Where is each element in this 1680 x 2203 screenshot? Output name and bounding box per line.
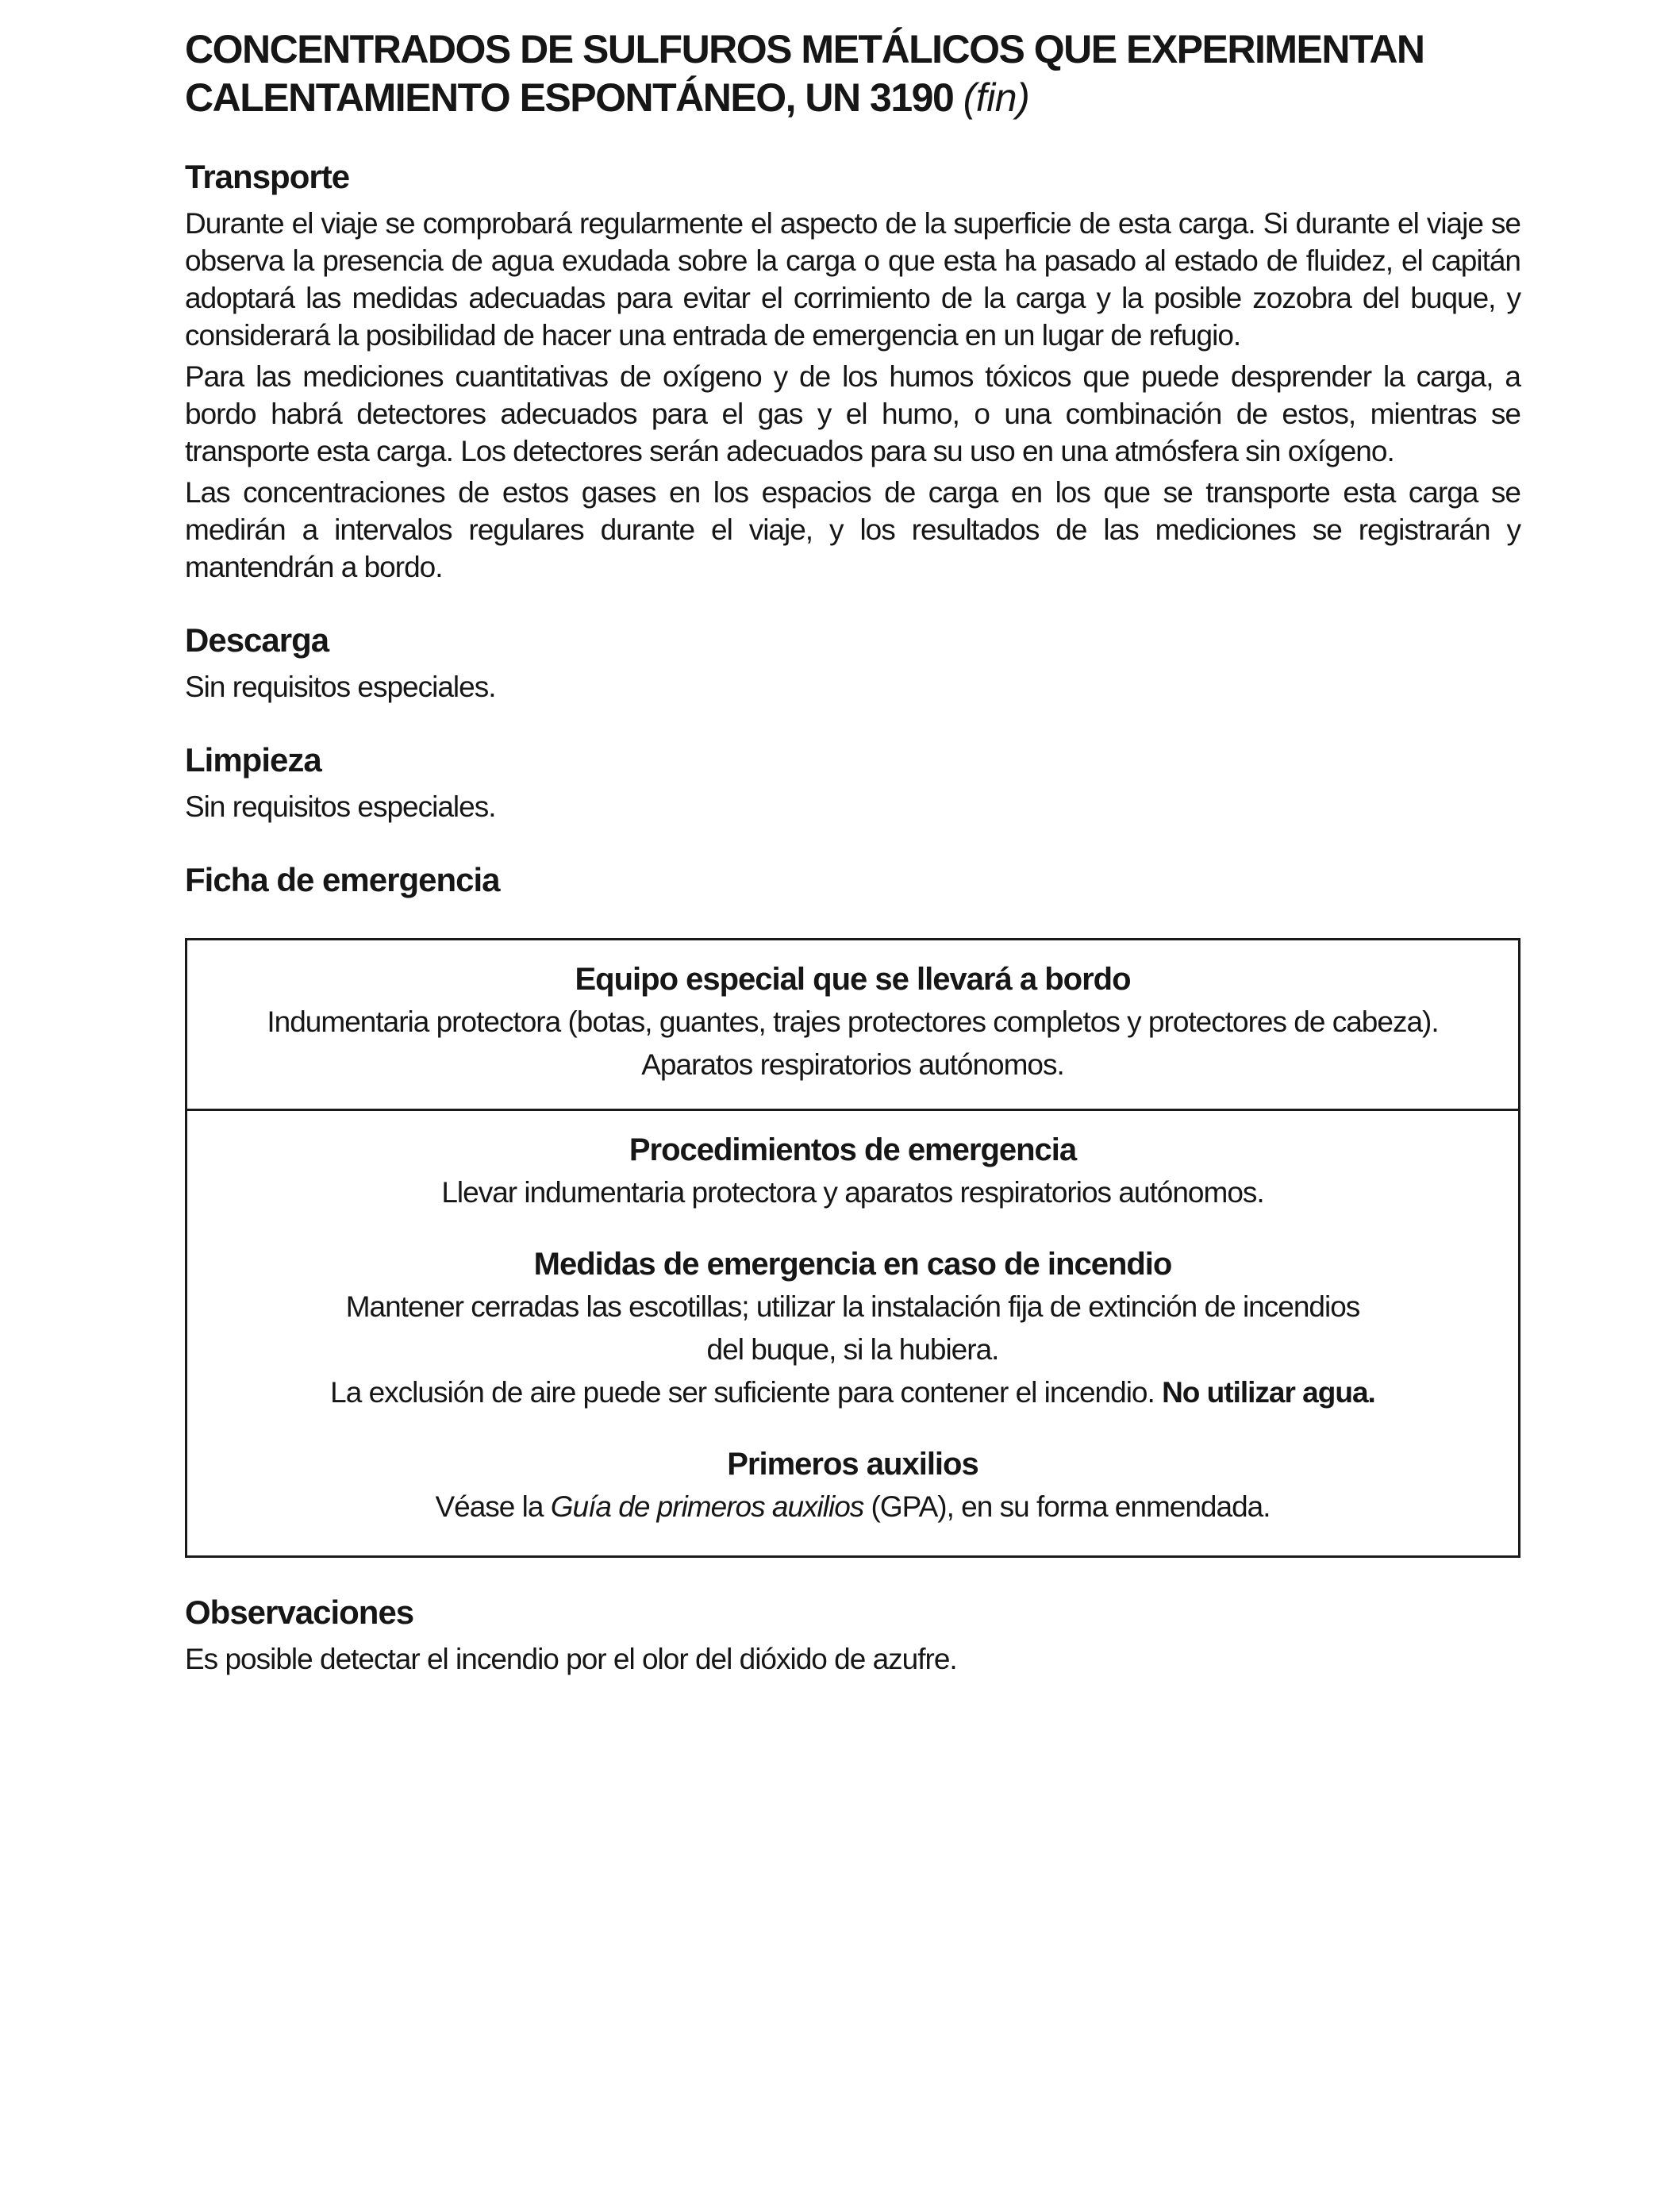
first-aid-line-prefix: Véase la xyxy=(435,1490,551,1523)
limpieza-text: Sin requisitos especiales. xyxy=(185,790,496,823)
fire-measures-line-2: del buque, si la hubiera. xyxy=(706,1333,999,1366)
first-aid-line-suffix: (GPA), en su forma enmendada. xyxy=(863,1490,1271,1523)
section-heading-observaciones: Observaciones xyxy=(185,1594,414,1631)
transporte-paragraph-1: Durante el viaje se comprobará regularmente el aspecto de la superficie de esta carga. Si durante el viaje se observa la presencia de agua exudada sobre la carga o que esta ha pasado al estado de fluidez, el capitán adoptará las medidas adecuadas para evitar el corrimiento de la carga y la posible zozobra del buque, y considerará la posibilidad de hacer una entrada de emergencia en un lugar de refugio. xyxy=(185,207,1520,352)
procedures-line: Llevar indumentaria protectora y aparatos respiratorios autónomos. xyxy=(441,1176,1264,1209)
first-aid-title: Primeros auxilios xyxy=(727,1447,978,1482)
procedures-title: Procedimientos de emergencia xyxy=(629,1132,1077,1167)
fire-measures-line-3 xyxy=(211,1371,1494,1414)
first-aid-guide-reference: Guía de primeros auxilios xyxy=(550,1490,864,1523)
section-heading-ficha-de-emergencia: Ficha de emergencia xyxy=(185,861,500,898)
title-line-2: CALENTAMIENTO ESPONTÁNEO, UN 3190 xyxy=(185,75,954,120)
fire-measures-line-1: Mantener cerradas las escotillas; utilizar la instalación fija de extinción de incendios xyxy=(345,1290,1360,1323)
equipment-line-2: Aparatos respiratorios autónomos. xyxy=(641,1048,1064,1081)
page-title xyxy=(185,25,1520,122)
descarga-text: Sin requisitos especiales. xyxy=(185,671,496,703)
transporte-paragraph-3: Las concentraciones de estos gases en los espacios de carga en los que se transporte esta carga se medirán a intervalos regulares durante el viaje, y los resultados de las mediciones se registrarán y mantendrán a bordo. xyxy=(185,476,1520,583)
fire-measures-line-3-text: La exclusión de aire puede ser suficiente para contener el incendio. xyxy=(330,1376,1163,1409)
observaciones-text: Es posible detectar el incendio por el olor del dióxido de azufre. xyxy=(185,1643,957,1675)
section-heading-transporte: Transporte xyxy=(185,158,350,195)
section-heading-descarga: Descarga xyxy=(185,621,329,659)
emergency-card xyxy=(185,938,1520,1558)
section-heading-limpieza: Limpieza xyxy=(185,741,321,779)
title-fin-suffix: (fin) xyxy=(963,75,1030,120)
first-aid-line xyxy=(211,1486,1494,1528)
fire-measures-no-water-warning: No utilizar agua. xyxy=(1162,1376,1375,1409)
equipment-title: Equipo especial que se llevará a bordo xyxy=(575,962,1131,997)
emergency-card-procedures-cell xyxy=(187,1109,1518,1555)
transporte-paragraph-2: Para las mediciones cuantitativas de oxígeno y de los humos tóxicos que puede desprender la carga, a bordo habrá detectores adecuados para el gas y el humo, o una combinación de estos, mientras se transporte esta carga. Los detectores serán adecuados para su uso en una atmósfera sin oxígeno. xyxy=(185,360,1520,467)
equipment-line-1: Indumentaria protectora (botas, guantes, trajes protectores completos y protectores de cabeza). xyxy=(267,1005,1439,1038)
emergency-card-equipment-cell xyxy=(187,940,1518,1109)
title-line-1: CONCENTRADOS DE SULFUROS METÁLICOS QUE EXPERIMENTAN xyxy=(185,27,1424,71)
fire-measures-title: Medidas de emergencia en caso de incendio xyxy=(533,1247,1172,1282)
